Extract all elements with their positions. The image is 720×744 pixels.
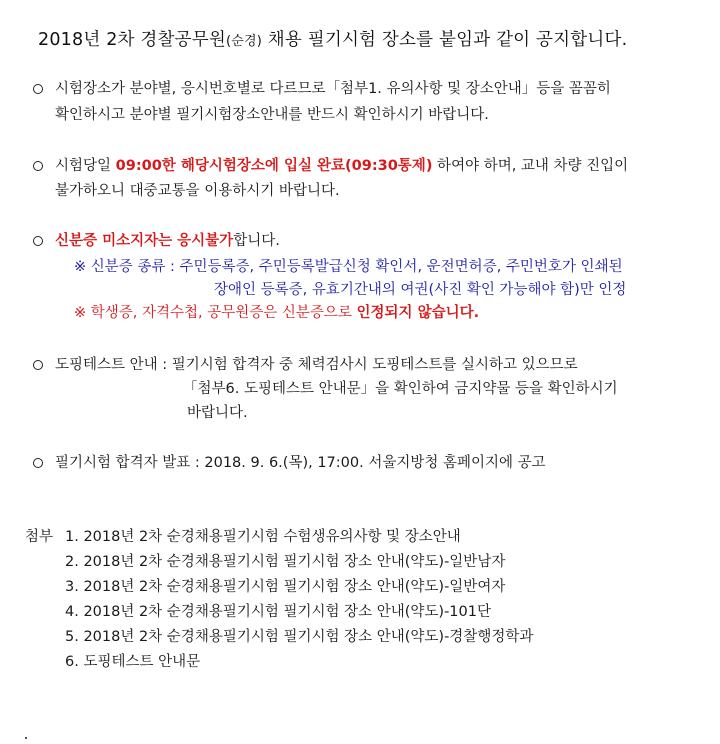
attachment-item-2: 2. 2018년 2차 순경채용필기시험 필기시험 장소 안내(약도)-일반남자 [65, 554, 506, 570]
title-paren: (순경) [225, 34, 262, 49]
notice-1-line1: 시험장소가 분야별, 응시번호별로 다르므로「첨부1. 유의사항 및 장소안내」등을 꼼꼼히 [55, 81, 611, 97]
notice-1 [33, 76, 611, 102]
invalid-id-note [74, 302, 479, 324]
notice-4 [33, 352, 578, 378]
notice-5 [33, 450, 546, 476]
attachment-item-5: 5. 2018년 2차 순경채용필기시험 필기시험 장소 안내(약도)-경찰행정학과 [65, 629, 534, 645]
attachment-item-4: 4. 2018년 2차 순경채용필기시험 필기시험 장소 안내(약도)-101단 [65, 604, 491, 620]
notice-2-pre: 시험당일 [55, 158, 116, 174]
circle-bullet-icon [33, 360, 43, 370]
notice-3-highlight: 신분증 미소지자는 응시불가 [55, 233, 234, 249]
notice-4-line2: 「첨부6. 도핑테스트 안내문」을 확인하여 금지약물 등을 확인하시기 [183, 381, 618, 397]
notice-2-highlight: 09:00한 해당시험장소에 입실 완료(09:30통제) [115, 158, 433, 174]
notice-2-line2: 불가하오니 대중교통을 이용하시기 바랍니다. [55, 183, 340, 199]
invalid-id-pre: ※ 학생증, 자격수첩, 공무원증은 신분증으로 [74, 305, 357, 321]
notice-4-line3: 바랍니다. [187, 405, 248, 421]
attachment-item-1: 1. 2018년 2차 순경채용필기시험 수험생유의사항 및 장소안내 [65, 529, 461, 545]
notice-4-line1: 도핑테스트 안내 : 필기시험 합격자 중 체력검사시 도핑테스트를 실시하고 있으므로 [55, 357, 578, 373]
id-types-line2: 장애인 등록증, 유효기간내의 여권(사진 확인 가능해야 함)만 인정 [214, 282, 627, 298]
circle-bullet-icon [33, 458, 43, 468]
stray-dot [25, 737, 27, 739]
notice-3 [33, 228, 280, 254]
attachment-item-3: 3. 2018년 2차 순경채용필기시험 필기시험 장소 안내(약도)-일반여자 [65, 579, 506, 595]
attachments-label: 첨부 [25, 529, 54, 545]
circle-bullet-icon [33, 161, 43, 171]
notice-1-line2: 확인하시고 분야별 필기시험장소안내를 반드시 확인하시기 바랍니다. [55, 107, 489, 123]
notice-2-post: 하여야 하며, 교내 차량 진입이 [432, 158, 629, 174]
page-title [38, 26, 627, 51]
title-rest: 채용 필기시험 장소를 붙임과 같이 공지합니다. [262, 30, 628, 50]
notice-5-line1: 필기시험 합격자 발표 : 2018. 9. 6.(목), 17:00. 서울지방청 홈페이지에 공고 [55, 455, 546, 471]
circle-bullet-icon [33, 84, 43, 94]
title-main: 2018년 2차 경찰공무원 [38, 30, 226, 50]
notice-3-post: 합니다. [233, 233, 280, 249]
id-types-line1: ※ 신분증 종류 : 주민등록증, 주민등록발급신청 확인서, 운전면허증, 주민번호가 인쇄된 [74, 259, 623, 275]
invalid-id-bold: 인정되지 않습니다. [356, 305, 480, 321]
circle-bullet-icon [33, 236, 43, 246]
attachment-item-6: 6. 도핑테스트 안내문 [65, 654, 201, 670]
notice-2 [33, 153, 628, 179]
